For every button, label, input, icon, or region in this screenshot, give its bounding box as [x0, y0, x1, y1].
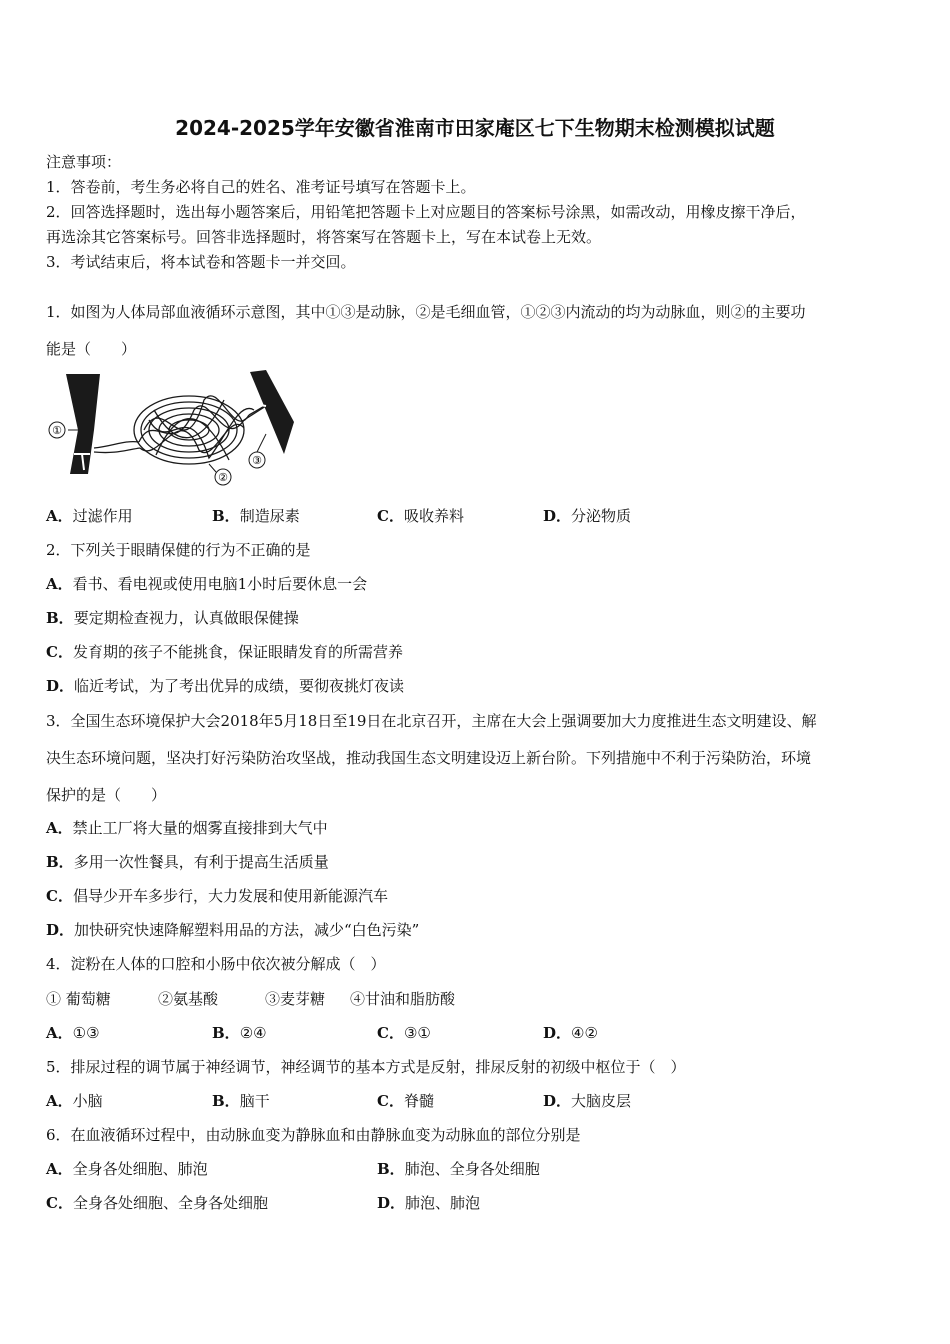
option-c[interactable]: C．发育期的孩子不能挑食，保证眼睛发育的所需营养: [46, 643, 403, 661]
option-a[interactable]: A．①③: [46, 1024, 100, 1042]
page-title: 2024-2025学年安徽省淮南市田家庵区七下生物期末检测模拟试题: [175, 116, 775, 140]
question-6-stem: 6．在血液循环过程中，由动脉血变为静脉血和由静脉血变为动脉血的部位分别是: [46, 1126, 581, 1144]
option-b[interactable]: B．肺泡、全身各处细胞: [377, 1160, 540, 1178]
question-1-stem: 能是（ ）: [46, 340, 137, 358]
note-item: 1．答卷前，考生务必将自己的姓名、准考证号填写在答题卡上。: [46, 178, 476, 196]
question-5-stem: 5．排尿过程的调节属于神经调节，神经调节的基本方式是反射，排尿反射的初级中枢位于（ ）: [46, 1058, 686, 1076]
question-4-item: ③麦芽糖: [265, 990, 326, 1008]
option-b[interactable]: B．②④: [212, 1024, 267, 1042]
option-b[interactable]: B．制造尿素: [212, 507, 300, 525]
option-d[interactable]: D．分泌物质: [543, 507, 632, 525]
option-a[interactable]: A．看书、看电视或使用电脑1小时后要休息一会: [46, 575, 368, 593]
option-d[interactable]: D．大脑皮层: [543, 1092, 632, 1110]
option-a[interactable]: A．全身各处细胞、肺泡: [46, 1160, 208, 1178]
question-4-item: ④甘油和脂肪酸: [350, 990, 456, 1008]
question-1-stem: 1．如图为人体局部血液循环示意图，其中①③是动脉，②是毛细血管，①②③内流动的均为动脉血，则②的主要功: [46, 303, 806, 321]
question-3-stem: 决生态环境问题，坚决打好污染防治攻坚战，推动我国生态文明建设迈上新台阶。下列措施中不利于污染防治，环境: [46, 749, 812, 767]
question-3-stem: 3．全国生态环境保护大会2018年5月18日至19日在北京召开，主席在大会上强调要加大力度推进生态文明建设、解: [46, 712, 817, 730]
notes-heading: 注意事项：: [46, 153, 122, 171]
figure-label-3: ③: [252, 454, 262, 467]
question-2-stem: 2．下列关于眼睛保健的行为不正确的是: [46, 541, 311, 559]
option-b[interactable]: B．要定期检查视力，认真做眼保健操: [46, 609, 299, 627]
note-item: 再选涂其它答案标号。回答非选择题时，将答案写在答题卡上，写在本试卷上无效。: [46, 228, 602, 246]
question-3-stem: 保护的是（ ）: [46, 786, 167, 804]
option-b[interactable]: B．多用一次性餐具，有利于提高生活质量: [46, 853, 329, 871]
option-a[interactable]: A．小脑: [46, 1092, 103, 1110]
option-c[interactable]: C．脊髓: [377, 1092, 434, 1110]
option-a[interactable]: A．过滤作用: [46, 507, 133, 525]
option-a[interactable]: A．禁止工厂将大量的烟雾直接排到大气中: [46, 819, 328, 837]
figure-label-1: ①: [52, 424, 62, 437]
question-4-stem: 4．淀粉在人体的口腔和小肠中依次被分解成（ ）: [46, 955, 386, 973]
figure-label-2: ②: [218, 471, 228, 484]
note-item: 2．回答选择题时，选出每小题答案后，用铅笔把答题卡上对应题目的答案标号涂黑，如需改动，用橡皮擦干净后，: [46, 203, 806, 221]
option-d[interactable]: D．④②: [543, 1024, 598, 1042]
question-4-item: ① 葡萄糖: [46, 990, 111, 1008]
option-c[interactable]: C．全身各处细胞、全身各处细胞: [46, 1194, 268, 1212]
option-d[interactable]: D．加快研究快速降解塑料用品的方法，减少“白色污染”: [46, 921, 420, 939]
blood-circulation-diagram: [44, 370, 296, 488]
option-d[interactable]: D．临近考试，为了考出优异的成绩，要彻夜挑灯夜读: [46, 677, 405, 695]
option-b[interactable]: B．脑干: [212, 1092, 270, 1110]
question-4-item: ②氨基酸: [158, 990, 219, 1008]
option-d[interactable]: D．肺泡、肺泡: [377, 1194, 481, 1212]
note-item: 3．考试结束后，将本试卷和答题卡一并交回。: [46, 253, 356, 271]
option-c[interactable]: C．倡导少开车多步行，大力发展和使用新能源汽车: [46, 887, 388, 905]
option-c[interactable]: C．吸收养料: [377, 507, 464, 525]
option-c[interactable]: C．③①: [377, 1024, 431, 1042]
